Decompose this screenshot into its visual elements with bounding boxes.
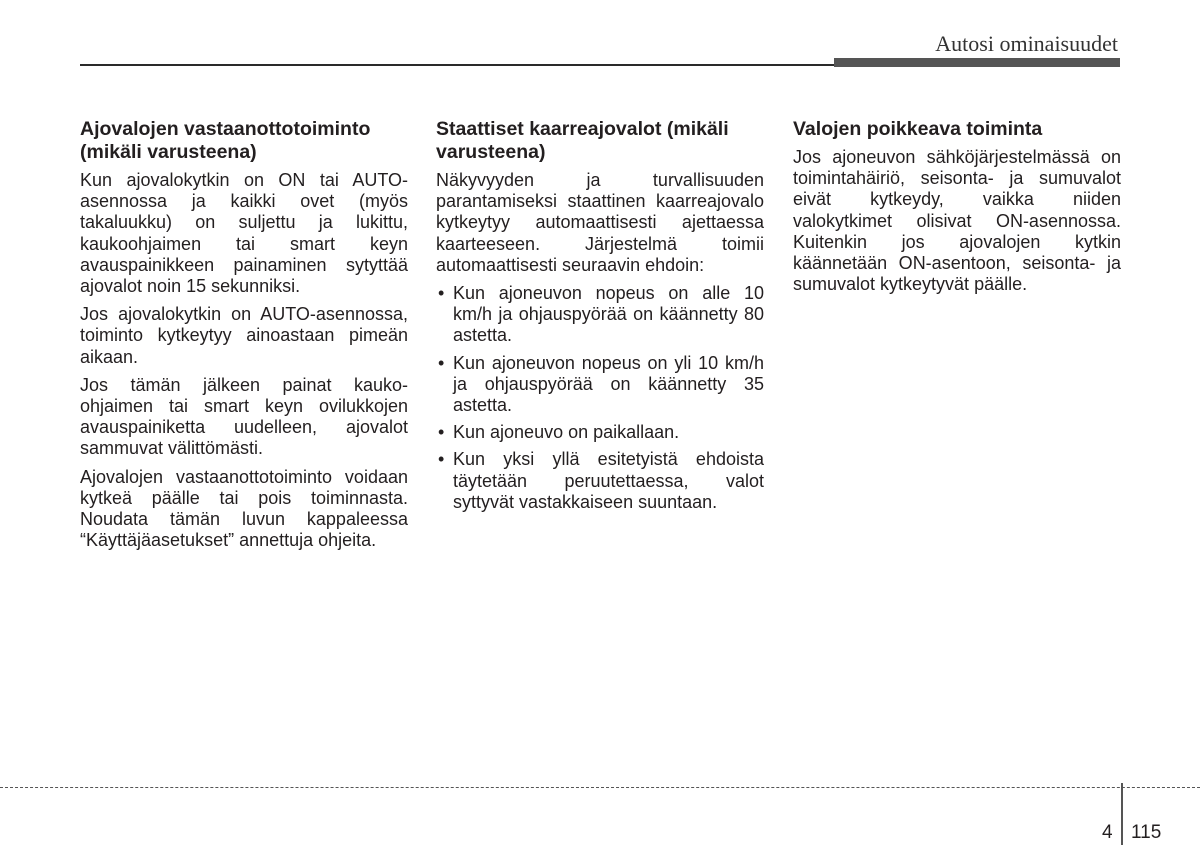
body-paragraph: Jos ajoneuvon sähköjärjestelmässä on toimintahäiriö, seisonta- ja sumuvalot eivät kytkeydy, vaikka niiden valokytkimet olisivat ON-asennossa. Kuitenkin jos ajovalojen kytkin käännetään ON-asentoon, seisonta- ja sumuvalot kytkeytyvät päälle. [793, 147, 1121, 295]
bullet-icon: • [438, 422, 445, 443]
section-heading: Ajovalojen vastaanottotoiminto (mikäli varusteena) [80, 118, 371, 163]
list-item: • Kun yksi yllä esitetyistä ehdoista täytetään peruutettaessa, valot syttyvät vastakkaiseen suuntaan. [438, 449, 764, 512]
chapter-number: 4 [1102, 822, 1113, 843]
body-paragraph: Kun ajovalokytkin on ON tai AUTO-asennossa ja kaikki ovet (myös takaluukku) on suljettu ja lukittu, kaukoohjaimen tai smart keyn avauspainikkeen painaminen sytyttää ajovalot noin 15 sekunniksi. [80, 170, 408, 297]
section-heading: Staattiset kaarreajovalot (mikäli varusteena) [436, 118, 729, 163]
body-paragraph: Jos tämän jälkeen painat kauko-ohjaimen tai smart keyn ovilukkojen avauspainiketta uudelleen, ajovalot sammuvat välittömästi. [80, 374, 408, 459]
footer-dashed-rule [0, 787, 1200, 788]
header-rule [80, 64, 840, 66]
section-light-malfunction [793, 118, 1121, 302]
page-number-divider [1121, 783, 1123, 845]
header-accent-bar [834, 58, 1120, 67]
bullet-icon: • [438, 352, 445, 373]
body-paragraph: Jos ajovalokytkin on AUTO-asennossa, toiminto kytkeytyy ainoastaan pimeän aikaan. [80, 304, 408, 367]
list-item: • Kun ajoneuvon nopeus on alle 10 km/h ja ohjauspyörää on käännetty 80 astetta. [438, 283, 764, 346]
condition-list [436, 283, 764, 513]
bullet-icon: • [438, 449, 445, 470]
running-header-title: Autosi ominaisuudet [935, 31, 1118, 56]
list-item: • Kun ajoneuvo on paikallaan. [438, 422, 680, 443]
section-static-bending-light [436, 118, 764, 519]
body-paragraph: Ajovalojen vastaanottotoiminto voidaan kytkeä päälle tai pois toiminnasta. Noudata tämän luvun kappaleessa “Käyttäjäasetukset” annettuja ohjeita. [80, 466, 408, 551]
section-heading: Valojen poikkeava toiminta [793, 118, 1043, 140]
section-headlight-welcome [80, 118, 408, 558]
page-number: 115 [1131, 822, 1162, 843]
body-paragraph: Näkyvyyden ja turvallisuuden parantamiseksi staattinen kaarreajovalo kytkeytyy automaattisesti ajettaessa kaarteeseen. Järjestelmä toimii automaattisesti seuraavin ehdoin: [436, 170, 764, 275]
list-item: • Kun ajoneuvon nopeus on yli 10 km/h ja ohjauspyörää on käännetty 35 astetta. [438, 352, 764, 416]
bullet-icon: • [438, 283, 445, 304]
